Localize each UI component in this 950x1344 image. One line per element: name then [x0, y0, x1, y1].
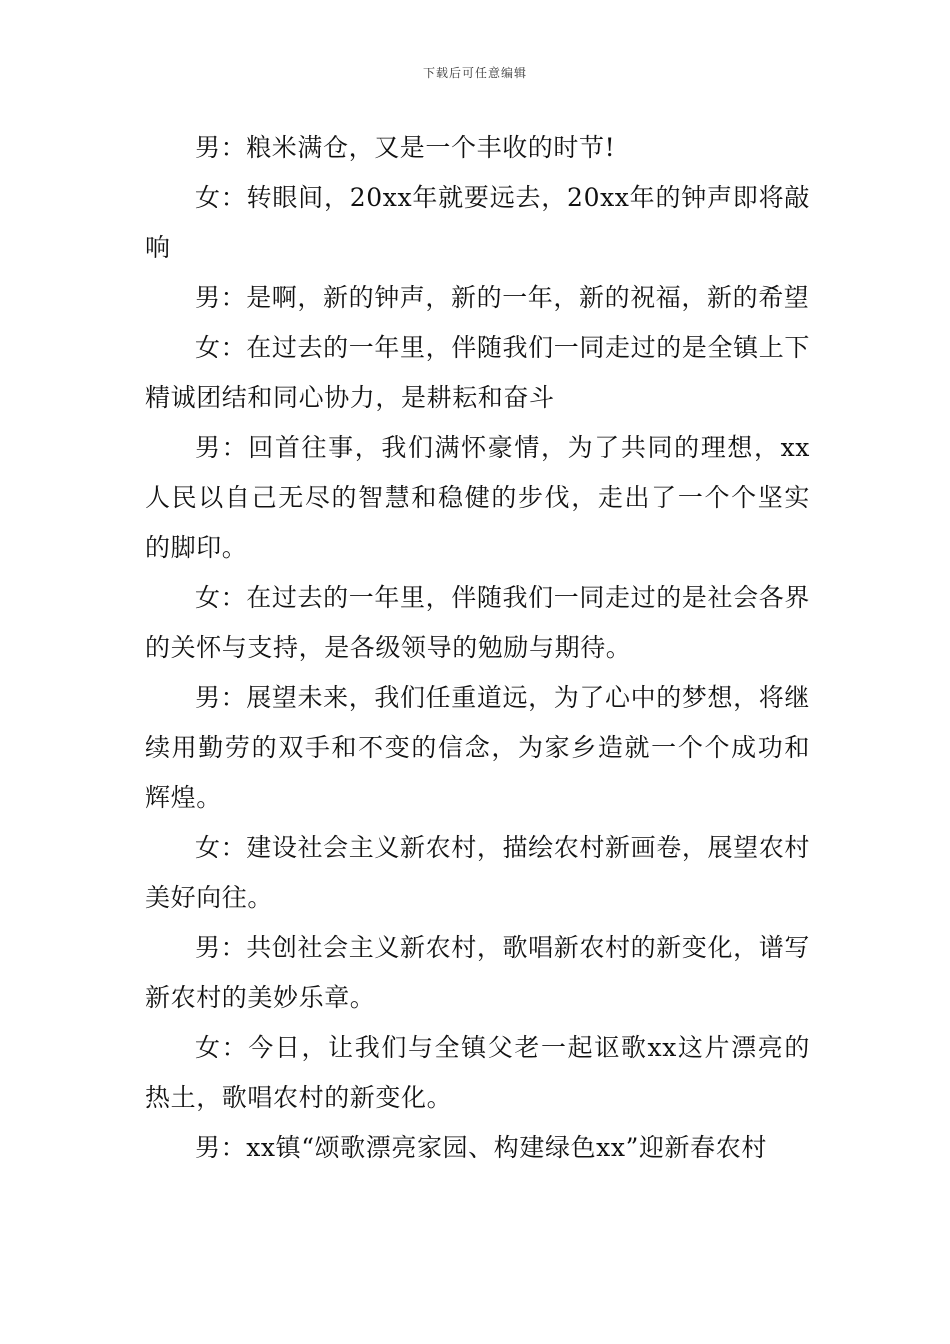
paragraph: 女：建设社会主义新农村，描绘农村新画卷，展望农村美好向往。 — [145, 833, 810, 912]
paragraph: 男：粮米满仓，又是一个丰收的时节! — [195, 133, 616, 162]
paragraph: 男：展望未来，我们任重道远，为了心中的梦想，将继续用勤劳的双手和不变的信念，为家乡造就一个个成功和辉煌。 — [145, 683, 810, 812]
paragraph: 女：今日，让我们与全镇父老一起讴歌xx这片漂亮的热土，歌唱农村的新变化。 — [145, 1033, 810, 1112]
paragraph: 女：在过去的一年里，伴随我们一同走过的是全镇上下精诚团结和同心协力，是耕耘和奋斗 — [145, 333, 810, 412]
paragraph: 女：转眼间，20xx年就要远去，20xx年的钟声即将敲响 — [145, 183, 810, 262]
paragraph: 男：是啊，新的钟声，新的一年，新的祝福，新的希望 — [195, 283, 810, 312]
paragraph: 男：回首往事，我们满怀豪情，为了共同的理想，xx人民以自己无尽的智慧和稳健的步伐，走出了一个个坚实的脚印。 — [145, 433, 810, 562]
paragraph: 男：xx镇“颂歌漂亮家园、构建绿色xx”迎新春农村 — [195, 1133, 767, 1162]
paragraph: 女：在过去的一年里，伴随我们一同走过的是社会各界的关怀与支持，是各级领导的勉励与期待。 — [145, 583, 810, 662]
paragraph: 男：共创社会主义新农村，歌唱新农村的新变化，谱写新农村的美妙乐章。 — [145, 933, 810, 1012]
document-body — [145, 123, 810, 1173]
page-header: 下载后可任意编辑 — [422, 66, 527, 80]
